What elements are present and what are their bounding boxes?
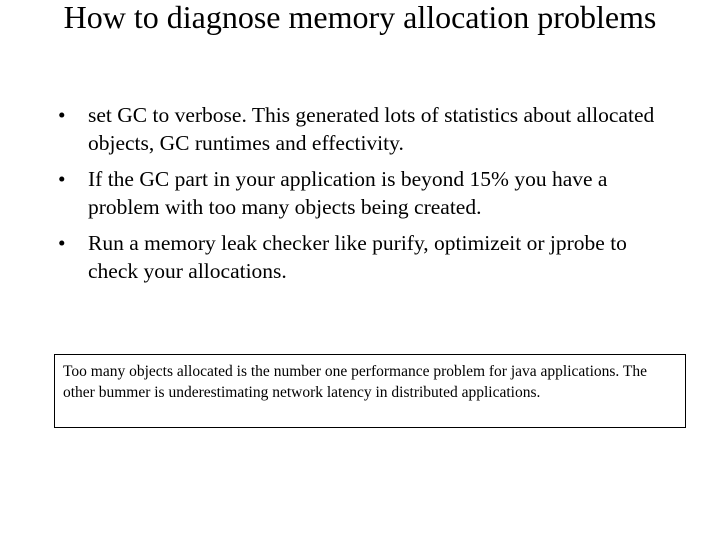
slide-title: How to diagnose memory allocation problems (63, 0, 657, 35)
bullet-marker: • (58, 167, 66, 191)
note-box (54, 354, 686, 428)
bullet-text: set GC to verbose. This generated lots of statistics about allocated objects, GC runtimes and effectivity. (88, 103, 655, 155)
bullet-item-verbose-gc (58, 101, 678, 157)
bullet-text: Run a memory leak checker like purify, optimizeit or jprobe to check your allocations. (88, 231, 627, 283)
bullet-item-leak-checker (58, 229, 678, 285)
bullet-item-gc-threshold (58, 165, 678, 221)
bullet-marker: • (58, 231, 66, 255)
bullet-list (58, 101, 678, 293)
bullet-text: If the GC part in your application is beyond 15% you have a problem with too many objects being created. (88, 167, 608, 219)
note-text: Too many objects allocated is the number one performance problem for java applications. The other bummer is underestimating network latency in distributed applications. (63, 363, 647, 401)
bullet-marker: • (58, 103, 66, 127)
